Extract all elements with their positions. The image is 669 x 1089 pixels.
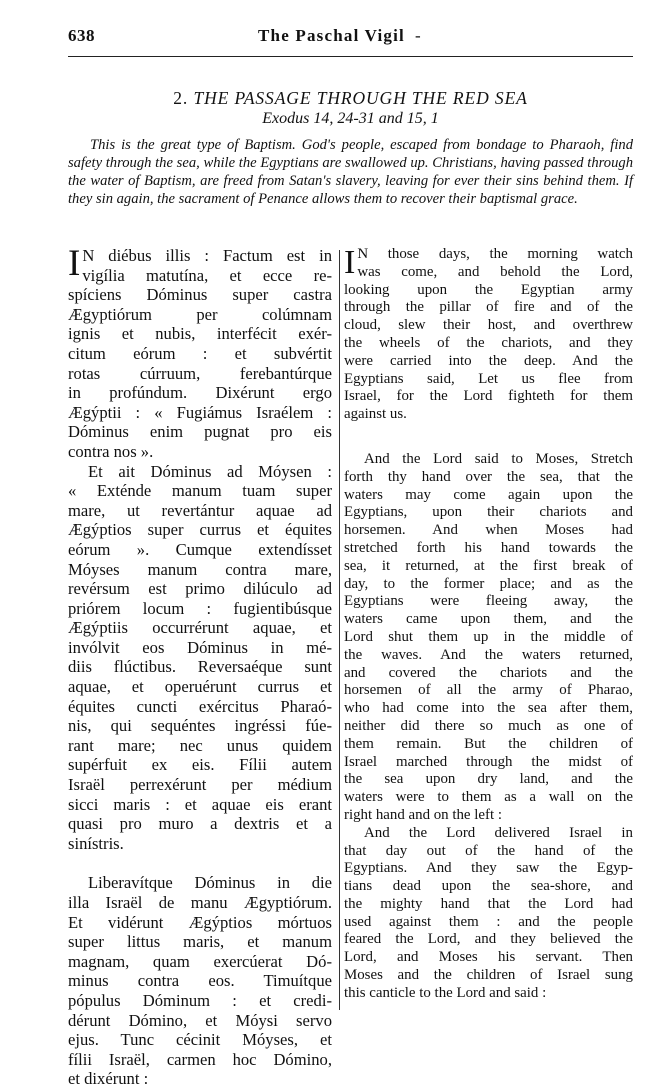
text-line: pópulus Dóminum : et credi- — [68, 990, 332, 1010]
text-line: mare, ut revertántur aquae ad — [68, 500, 332, 520]
english-column — [344, 246, 633, 1003]
text-line: sea, it returned, at the first break of — [344, 557, 633, 574]
text-line: Ægýptiis occurrérunt aquae, et — [68, 618, 332, 638]
text-line: supérfuit ex eis. Fílii autem — [68, 755, 332, 775]
text-line: waters were to them as a wall on the — [344, 789, 633, 806]
text-line: N those days, the morning watch — [357, 246, 633, 262]
text-line: Egyptians said, Let us flee from — [344, 370, 633, 387]
section-number: 2. — [173, 88, 189, 108]
text-line: waters came upon them, and the — [344, 611, 633, 628]
text-line: contra nos ». — [68, 441, 154, 461]
text-line: was come, and behold the Lord, — [357, 263, 633, 280]
text-line: in profúndum. Dixérunt ergo — [68, 383, 332, 403]
text-line: Israel marched through the midst of — [344, 753, 633, 770]
text-line: neither did there so much as one of — [344, 717, 633, 734]
text-line: And the Lord said to Moses, Stretch — [364, 450, 633, 467]
text-line: through the pillar of fire and of the — [344, 299, 633, 316]
text-line: nis, qui sequéntes ingréssi fúe- — [68, 716, 332, 736]
text-line: Et vidérunt Ægýptios mórtuos — [68, 912, 332, 932]
latin-paragraph-1 — [68, 243, 332, 462]
text-line: against us. — [344, 406, 407, 423]
text-line: quasi pro muro a dextris et a — [68, 814, 332, 834]
text-line: Egyptians. And they saw the Egyp- — [344, 860, 633, 877]
text-line: Israël perrexérunt per médium — [68, 775, 332, 795]
section-title-text: THE PASSAGE THROUGH THE RED SEA — [193, 88, 528, 108]
text-line: dérunt Dómino, et Móysi servo — [68, 1010, 332, 1030]
text-line: were carried into the deep. And the — [344, 352, 633, 369]
text-line: Ægyptiórum per colúmnam — [68, 304, 332, 324]
text-line: And the Lord delivered Israel in — [364, 824, 633, 841]
book-page — [68, 26, 633, 1089]
text-line: them remain. But the children of — [344, 735, 633, 752]
text-line: day, to the former place; and as the — [344, 575, 633, 592]
latin-dropcap: I — [68, 243, 81, 284]
text-line: fílii Israël, carmen hoc Dómino, — [68, 1049, 332, 1069]
text-line: Lord, and Moses his servant. Then — [344, 949, 633, 966]
english-paragraph-2 — [344, 451, 633, 825]
text-line: Lord shut them up in the middle of — [344, 628, 633, 645]
column-divider — [339, 250, 340, 1010]
latin-paragraph-2 — [68, 462, 332, 854]
text-line: diis flúctibus. Reversaéque sunt — [68, 657, 332, 677]
intro-paragraph: This is the great type of Baptism. God's people, escaped from bondage to Pharaoh, find safety through the sea, while the Egyptians are swallowed up. Christians, having passed through the water of Baptism, are freed from Satan's slavery, leaving for ever their sins behind them. If they sin again, the sacrament of Penance allows them to recover their baptismal grace. — [68, 137, 633, 207]
text-line: citum eórum : et subvértit — [68, 343, 332, 363]
latin-paragraph-1-lines — [68, 285, 332, 461]
text-line: sicci maris : et aquae eis erant — [68, 794, 332, 814]
text-line: super littus maris, et manum — [68, 932, 332, 952]
text-line: Liberavítque Dóminus in die — [88, 873, 332, 893]
text-line: and covered the chariots and the — [344, 664, 633, 681]
latin-column — [68, 243, 332, 1089]
english-paragraph-1 — [344, 246, 633, 424]
text-line: magnam, quam exercúerat Dó- — [68, 951, 332, 971]
text-line: équites cuncti exércitus Pharaó- — [68, 696, 332, 716]
text-line: « Exténde manum tuam super — [68, 481, 332, 501]
text-line: horsemen of all the army of Pharao, — [344, 682, 633, 699]
text-line: rotas cúrruum, ferebantúrque — [68, 363, 332, 383]
text-line: the sea upon dry land, and the — [344, 771, 633, 788]
text-line: eórum ». Cumque extendísset — [68, 539, 332, 559]
text-line: minus contra eos. Timuítque — [68, 971, 332, 991]
page-number: 638 — [68, 26, 95, 45]
running-head-mark: - — [414, 26, 421, 45]
text-line: the wheels of the chariots, and they — [344, 334, 633, 351]
text-line: priórem locum : fugientibúsque — [68, 598, 332, 618]
text-line: cloud, slew their host, and overthrew — [344, 317, 633, 334]
text-line: Ægýptii : « Fugiámus Israélem : — [68, 402, 332, 422]
running-head — [68, 26, 633, 52]
english-dropcap: I — [344, 244, 356, 281]
text-line: stretched forth his hand towards the — [344, 539, 633, 556]
text-line: forth thy hand over the sea, that the — [344, 468, 633, 485]
text-line: Israel, for the Lord fighteth for them — [344, 388, 633, 405]
text-line: tians dead upon the sea-shore, and — [344, 878, 633, 895]
text-line: ejus. Tunc cécinit Móyses, et — [68, 1030, 332, 1050]
text-line: sinístris. — [68, 833, 124, 853]
text-line: invólvit eos Dóminus in mé- — [68, 637, 332, 657]
header-rule — [68, 56, 633, 57]
text-line: illa Israël de manu Ægyptiórum. — [68, 893, 332, 912]
parallel-columns — [68, 243, 633, 1089]
text-line: vigília matutína, et ecce re- — [82, 265, 332, 285]
text-line: revérsum est primo dilúculo ad — [68, 579, 332, 599]
text-line: Egyptians were fleeing away, the — [344, 593, 633, 610]
text-line: who had come into the sea after them, — [344, 700, 633, 717]
text-line: N diébus illis : Factum est in — [82, 246, 332, 265]
text-line: Móyses manum contra mare, — [68, 559, 332, 579]
text-line: Egyptians, upon their chariots and — [344, 504, 633, 521]
scripture-citation: Exodus 14, 24-31 and 15, 1 — [262, 110, 439, 127]
text-line: used against them : and the people — [344, 913, 633, 930]
text-line: Et ait Dóminus ad Móysen : — [88, 461, 332, 481]
text-line: looking upon the Egyptian army — [344, 281, 633, 298]
text-line: spíciens Dóminus super castra — [68, 285, 332, 305]
text-line: feared the Lord, and they believed the — [344, 931, 633, 948]
text-line: Dóminus enim pugnat pro eis — [68, 422, 332, 442]
text-line: Moses and the children of Israel sung — [344, 967, 633, 984]
text-line: waters may come again upon the — [344, 486, 633, 503]
text-line: rant mare; nec unus quidem — [68, 735, 332, 755]
text-line: et dixérunt : — [68, 1069, 149, 1089]
text-line: ignis et nubis, interfécit exér- — [68, 324, 332, 344]
running-head-title: The Paschal Vigil — [258, 26, 405, 45]
latin-paragraph-3 — [68, 873, 332, 1089]
text-line: this canticle to the Lord and said : — [344, 984, 547, 1001]
text-line: horsemen. And when Moses had — [344, 522, 633, 539]
text-line: the mighty hand that the Lord had — [344, 895, 633, 912]
text-line: aquae, et operuérunt currus et — [68, 677, 332, 697]
english-paragraph-1-lines — [344, 282, 633, 424]
section-title — [68, 88, 633, 109]
text-line: Ægýptios super currus et équites — [68, 520, 332, 540]
text-line: right hand and on the left : — [344, 806, 502, 823]
english-paragraph-3 — [344, 825, 633, 1003]
text-line: that day out of the hand of the — [344, 842, 633, 859]
text-line: the waves. And the waters returned, — [344, 646, 633, 663]
